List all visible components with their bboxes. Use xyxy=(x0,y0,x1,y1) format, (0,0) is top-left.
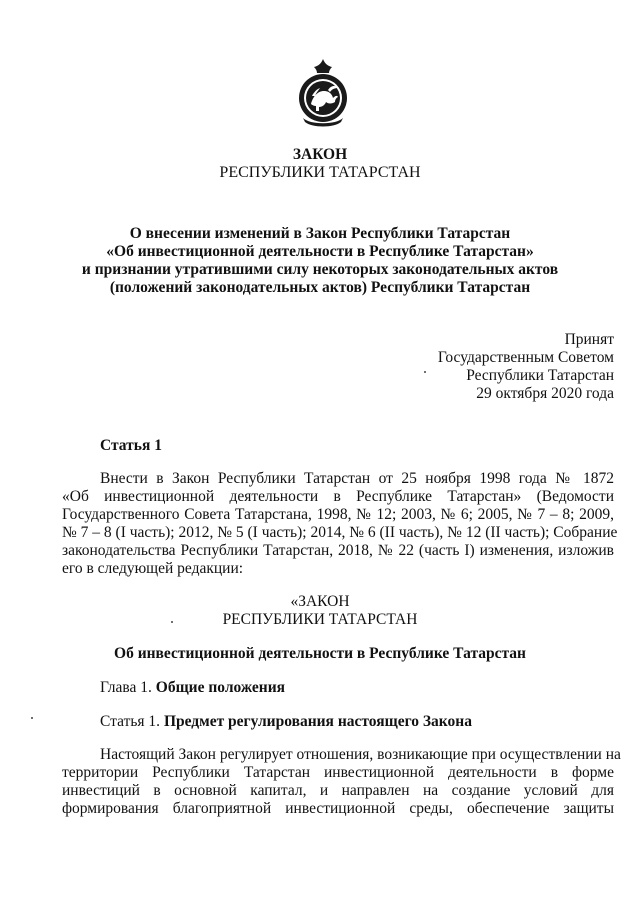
article-1-line-4: № 7 – 8 (I часть); 2012, № 5 (I часть); 2014, № 6 (II часть), № 12 (II часть); Собрание xyxy=(62,524,618,541)
inner-republic-heading: РЕСПУБЛИКИ ТАТАРСТАН xyxy=(222,611,418,628)
adoption-line-1: Принят xyxy=(564,331,614,348)
title-line-2: «Об инвестиционной деятельности в Республике Татарстан» xyxy=(106,243,534,260)
body-line-3: инвестиций в основной капитал, и направлен на создание условий для xyxy=(62,782,614,799)
article-name: Предмет регулирования настоящего Закона xyxy=(163,713,472,730)
article-1-line-2: «Об инвестиционной деятельности в Республике Татарстан» (Ведомости xyxy=(62,488,614,505)
law-heading: ЗАКОН xyxy=(292,146,348,163)
body-line-2: территории Республики Татарстан инвестиционной деятельности в форме xyxy=(62,764,614,781)
adoption-line-2: Государственным Советом xyxy=(437,349,614,366)
inner-law-heading: «ЗАКОН xyxy=(290,593,350,610)
scan-speck xyxy=(424,371,426,373)
article-1-line-5: законодательства Республики Татарстан, 2018, № 22 (часть I) изменения, изложив xyxy=(62,542,614,559)
title-line-4: (положений законодательных актов) Республики Татарстан xyxy=(109,279,531,296)
adoption-date: 29 октября 2020 года xyxy=(476,385,614,402)
article-1-line-3: Государственного Совета Татарстана, 1998, № 12; 2003, № 6; 2005, № 7 – 8; 2009, xyxy=(62,506,614,523)
body-line-4: формирования благоприятной инвестиционной среды, обеспечение защиты xyxy=(62,800,614,817)
scan-speck xyxy=(31,717,33,719)
adoption-line-3: Республики Татарстан xyxy=(466,367,614,384)
chapter-name: Общие положения xyxy=(155,679,286,696)
chapter-heading xyxy=(100,679,285,697)
scan-speck xyxy=(171,621,173,623)
article-heading xyxy=(100,713,472,731)
article-prefix: Статья 1. xyxy=(100,713,161,730)
republic-heading: РЕСПУБЛИКИ ТАТАРСТАН xyxy=(219,164,421,181)
title-line-3: и признании утратившими силу некоторых законодательных актов xyxy=(81,261,559,278)
inner-law-title: Об инвестиционной деятельности в Республике Татарстан xyxy=(114,645,526,662)
article-1-heading: Статья 1 xyxy=(100,437,162,454)
article-1-line-1: Внести в Закон Республики Татарстан от 25 ноября 1998 года № 1872 xyxy=(100,470,614,487)
body-line-1: Настоящий Закон регулирует отношения, возникающие при осуществлении на xyxy=(100,746,621,763)
chapter-prefix: Глава 1. xyxy=(100,679,152,696)
tatarstan-coat-of-arms-icon xyxy=(298,58,348,128)
article-1-line-6: его в следующей редакции: xyxy=(62,560,244,577)
title-line-1: О внесении изменений в Закон Республики Татарстан xyxy=(129,225,511,242)
